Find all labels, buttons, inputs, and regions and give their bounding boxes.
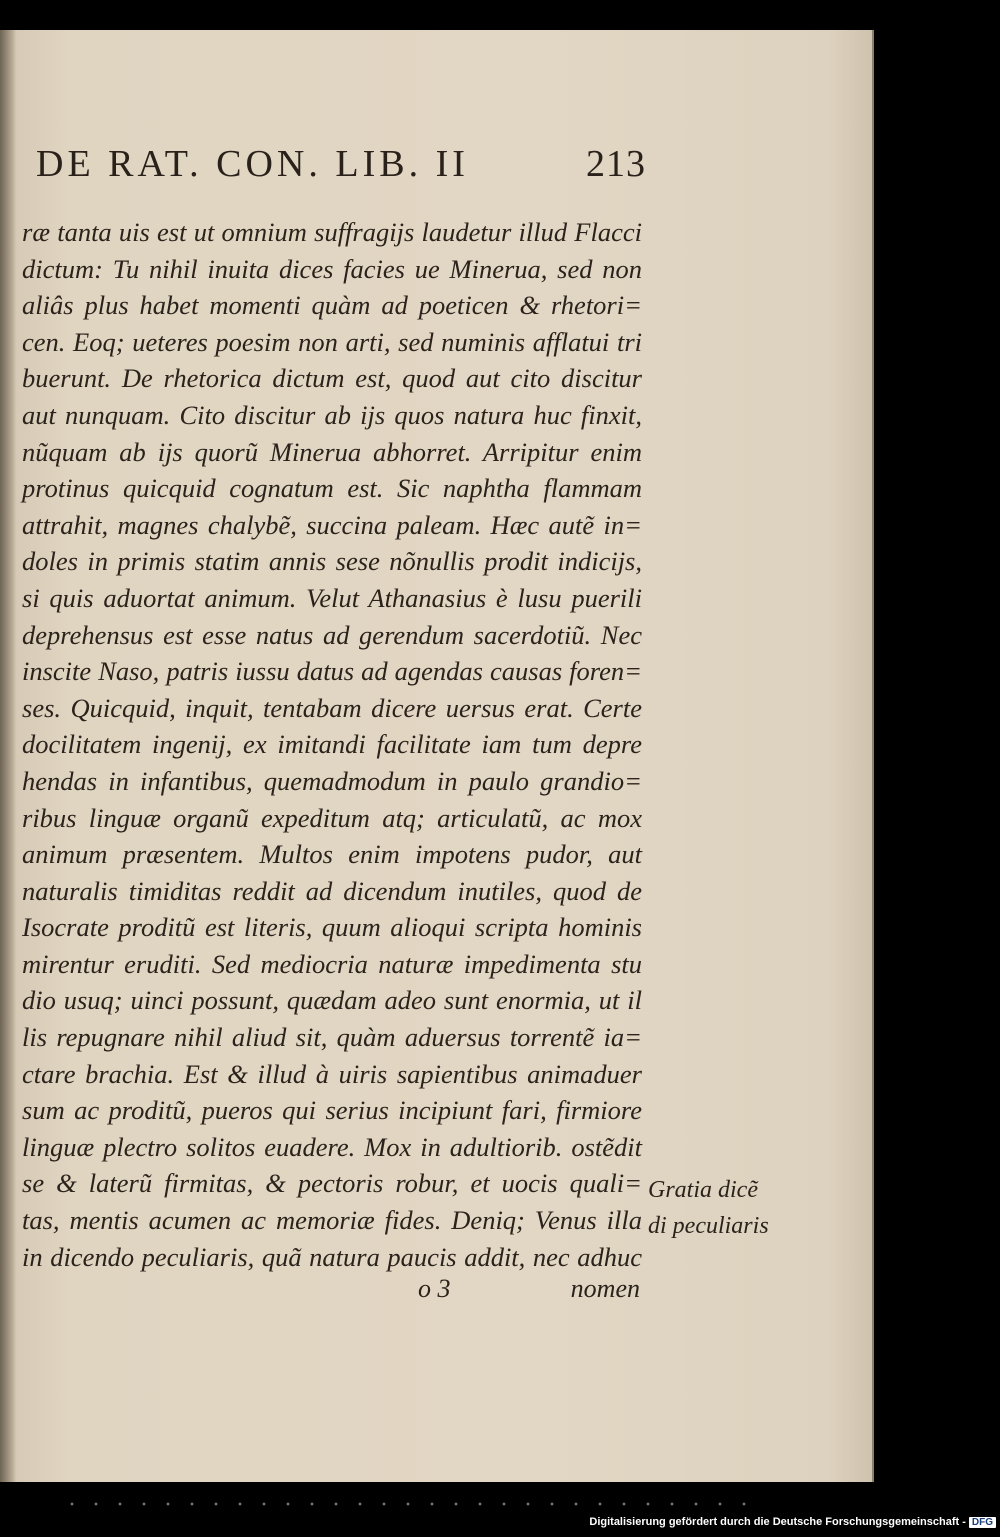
running-head bbox=[36, 142, 646, 186]
funding-credit bbox=[589, 1516, 996, 1528]
text-line: mirentur eruditi. Sed mediocria naturæ impedimenta stu bbox=[22, 948, 642, 979]
text-line: tas, mentis acumen ac memoriæ fides. Deniq; Venus illa bbox=[22, 1205, 642, 1236]
body-text bbox=[22, 214, 642, 1275]
marginal-note bbox=[648, 1172, 796, 1244]
text-line: ses. Quicquid, inquit, tentabam dicere uersus erat. Certe bbox=[22, 692, 642, 723]
dfg-logo: DFG bbox=[969, 1517, 996, 1528]
text-line: doles in primis statim annis sese nõnullis prodit indicijs, bbox=[22, 546, 642, 577]
signature-mark: o 3 bbox=[418, 1274, 451, 1303]
text-line: lis repugnare nihil aliud sit, quàm aduersus torrentẽ ia= bbox=[22, 1022, 642, 1053]
text-line: ctare brachia. Est & illud à uiris sapientibus animaduer bbox=[22, 1058, 642, 1089]
page-gutter bbox=[0, 30, 16, 1482]
book-page bbox=[0, 30, 874, 1482]
text-line: hendas in infantibus, quemadmodum in paulo grandio= bbox=[22, 765, 642, 796]
text-line: linguæ plectro solitos euadere. Mox in adultiorib. ostẽdit bbox=[22, 1131, 642, 1162]
funding-credit-text: Digitalisierung gefördert durch die Deutsche Forschungsgemeinschaft - bbox=[589, 1516, 966, 1528]
text-line: sum ac proditũ, pueros qui serius incipiunt fari, firmiore bbox=[22, 1095, 642, 1126]
text-line: attrahit, magnes chalybẽ, succina paleam. Hæc autẽ in= bbox=[22, 509, 642, 540]
text-line: dio usuq; uinci possunt, quædam adeo sunt enormia, ut il bbox=[22, 985, 642, 1016]
text-line: cen. Eoq; ueteres poesim non arti, sed numinis afflatui tri bbox=[22, 326, 642, 357]
page-number: 213 bbox=[586, 143, 646, 185]
running-title: DE RAT. CON. LIB. II bbox=[36, 143, 469, 185]
text-line: si quis aduortat animum. Velut Athanasius è lusu puerili bbox=[22, 582, 642, 613]
credit-bar bbox=[0, 1514, 1000, 1537]
marginal-note-line: Gratia dicẽ bbox=[648, 1177, 758, 1203]
text-line: ribus linguæ organũ expeditum atq; articulatũ, ac mox bbox=[22, 802, 642, 833]
text-line: buerunt. De rhetorica dictum est, quod aut cito discitur bbox=[22, 363, 642, 394]
text-line: Isocrate proditũ est literis, quum alioqui scripta hominis bbox=[22, 912, 642, 943]
text-line: naturalis timiditas reddit ad dicendum inutiles, quod de bbox=[22, 875, 642, 906]
scan-edge-dots bbox=[60, 1500, 760, 1508]
text-line: aliâs plus habet momenti quàm ad poeticen & rhetori= bbox=[22, 290, 642, 321]
text-line: docilitatem ingenij, ex imitandi facilitate iam tum depre bbox=[22, 729, 642, 760]
text-line: animum præsentem. Multos enim impotens pudor, aut bbox=[22, 839, 642, 870]
page-footer bbox=[418, 1274, 640, 1310]
text-line: nũquam ab ijs quorũ Minerua abhorret. Arripitur enim bbox=[22, 436, 642, 467]
text-line: se & laterũ firmitas, & pectoris robur, et uocis quali= bbox=[22, 1168, 642, 1199]
text-line: dictum: Tu nihil inuita dices facies ue Minerua, sed non bbox=[22, 253, 642, 284]
text-line: inscite Naso, patris iussu datus ad agendas causas foren= bbox=[22, 656, 642, 687]
text-line: deprehensus est esse natus ad gerendum sacerdotiũ. Nec bbox=[22, 619, 642, 650]
text-line: in dicendo peculiaris, quã natura paucis addit, nec adhuc bbox=[22, 1241, 642, 1272]
catchword: nomen bbox=[570, 1274, 640, 1303]
text-line: aut nunquam. Cito discitur ab ijs quos natura huc finxit, bbox=[22, 399, 642, 430]
text-line: protinus quicquid cognatum est. Sic naphtha flammam bbox=[22, 473, 642, 504]
text-line: ræ tanta uis est ut omnium suffragijs laudetur illud Flacci bbox=[22, 217, 642, 247]
marginal-note-line: di peculiaris bbox=[648, 1213, 769, 1239]
